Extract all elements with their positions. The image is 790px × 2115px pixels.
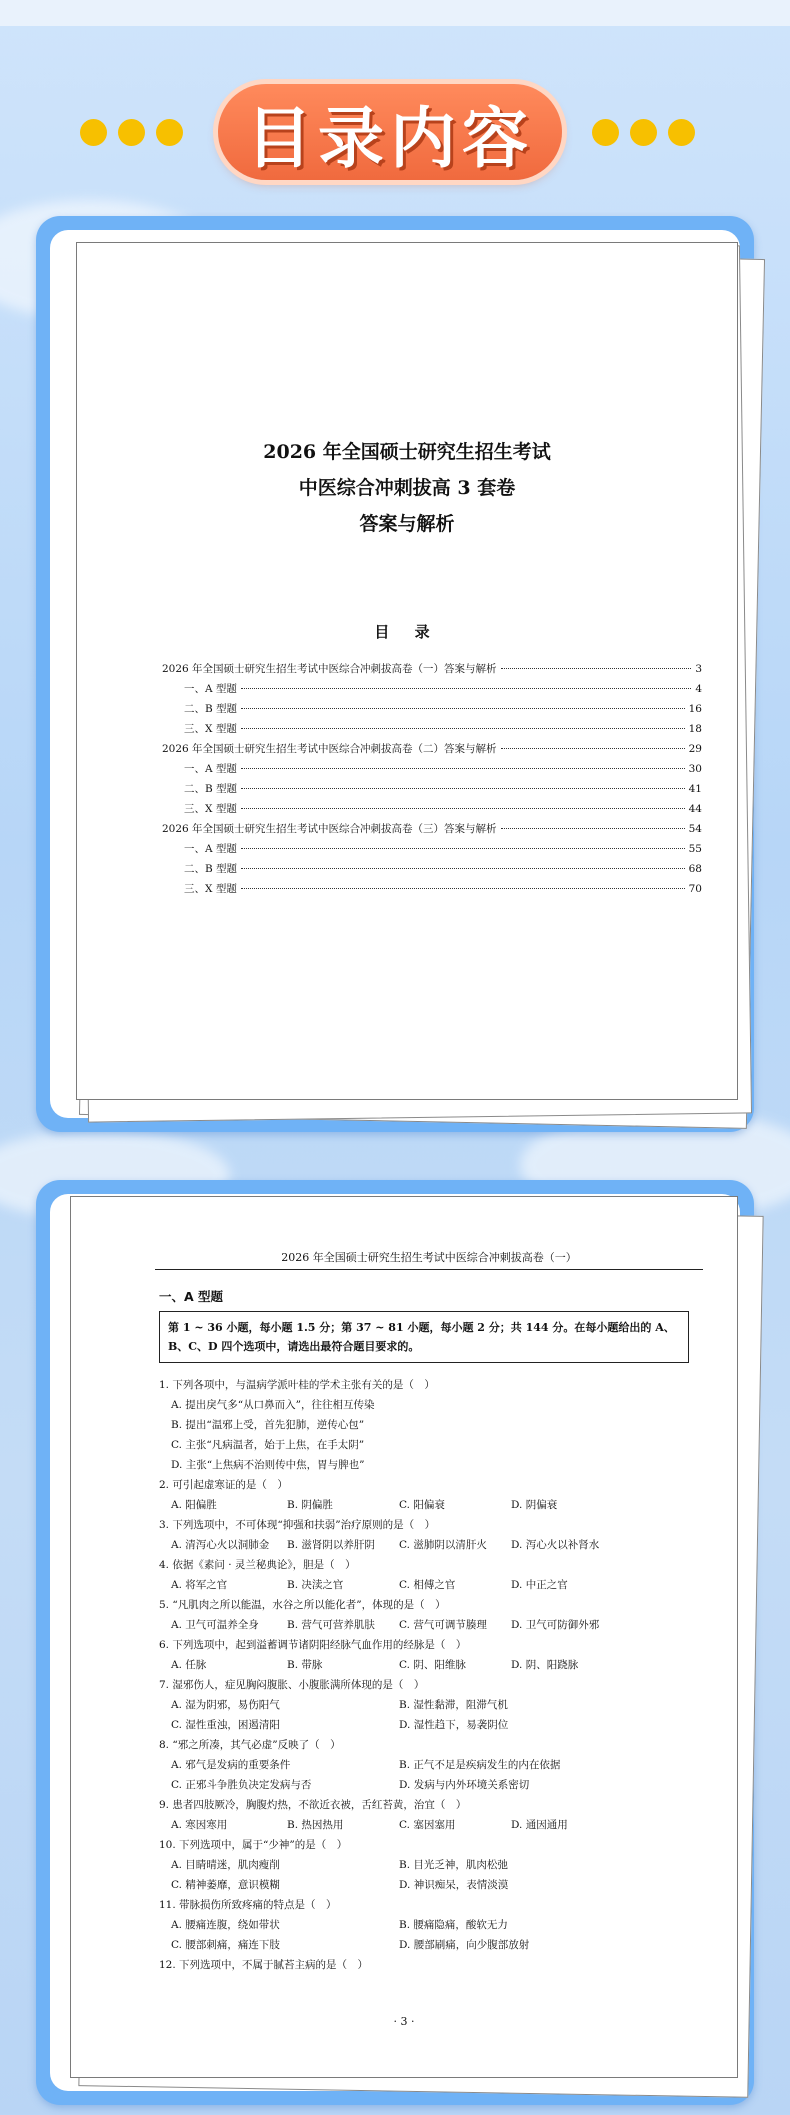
option: A. 提出戾气多“从口鼻而入”，往往相互传染 [171,1399,375,1411]
option: C. 腰部刺痛，痛连下肢 [171,1939,280,1951]
question-list [159,1375,699,1975]
option: D. 通因通用 [511,1819,568,1831]
option-row [159,1695,699,1715]
option: B. 提出“温邪上受，首先犯肺，逆传心包” [171,1419,365,1431]
question: 10. 下列选项中，属于“少神”的是（ ） [159,1839,348,1851]
toc-entry[interactable]: 三、X 型题 44 [184,803,702,815]
toc-entry[interactable]: 二、B 型题 16 [184,703,702,715]
option-row [159,1655,699,1675]
option: C. 塞因塞用 [399,1819,456,1831]
option-row [159,1575,699,1595]
top-strip [0,0,790,26]
option: A. 卫气可温养全身 [171,1619,259,1631]
exam-page [70,1196,738,2078]
option-row [159,1855,699,1875]
option: C. 阴、阳维脉 [399,1659,466,1671]
option: B. 滋肾阴以养肝阴 [287,1539,375,1551]
toc-entry[interactable]: 三、X 型题 18 [184,723,702,735]
toc-title-line-2: 中医综合冲刺拔高 3 套卷 [298,477,516,499]
question: 8. “邪之所凑，其气必虚”反映了（ ） [159,1739,341,1751]
option: B. 带脉 [287,1659,323,1671]
toc-entry[interactable]: 一、A 型题 4 [184,683,702,695]
question: 2. 可引起虚寒证的是（ ） [159,1479,288,1491]
option: A. 寒因寒用 [171,1819,228,1831]
banner-title: 目录内容 [246,99,534,177]
option-row [159,1775,699,1795]
option-row [159,1935,699,1955]
option: D. 中正之官 [511,1579,568,1591]
question: 5. “凡肌肉之所以能温，水谷之所以能化者”，体现的是（ ） [159,1599,446,1611]
option-row [159,1535,699,1555]
option: C. 相傅之官 [399,1579,456,1591]
option: D. 湿性趋下，易袭阴位 [399,1719,509,1731]
option: D. 发病与内外环境关系密切 [399,1779,530,1791]
toc-entry[interactable]: 一、A 型题 55 [184,843,702,855]
option: C. 正邪斗争胜负决定发病与否 [171,1779,312,1791]
exam-card [36,1180,754,2105]
option: D. 阴偏衰 [511,1499,558,1511]
option: B. 湿性黏滞，阻滞气机 [399,1699,508,1711]
option: A. 腰痛连腹，绕如带状 [171,1919,280,1931]
option: B. 热因热用 [287,1819,344,1831]
toc-entry[interactable]: 2026 年全国硕士研究生招生考试中医综合冲刺拔高卷（一）答案与解析 3 [162,663,702,675]
option: B. 营气可营养肌肤 [287,1619,375,1631]
question: 6. 下列选项中，起到溢蓄调节诸阴阳经脉气血作用的经脉是（ ） [159,1639,467,1651]
toc-card [36,216,754,1132]
option-row [159,1755,699,1775]
option-row [159,1815,699,1835]
option: A. 目睛晴迷，肌肉瘦削 [171,1859,280,1871]
instructions-box: 第 1 ~ 36 小题，每小题 1.5 分；第 37 ~ 81 小题，每小题 2 分；共 144 分。在每小题给出的 A、B、C、D 四个选项中，请选出最符合题目要求的。 [159,1311,689,1363]
option: B. 决渎之官 [287,1579,344,1591]
option-row [159,1615,699,1635]
option: A. 任脉 [171,1659,207,1671]
option: A. 邪气是发病的重要条件 [171,1759,291,1771]
question: 1. 下列各项中，与温病学派叶桂的学术主张有关的是（ ） [159,1379,435,1391]
option: B. 正气不足是疾病发生的内在依据 [399,1759,561,1771]
option-row [159,1875,699,1895]
option: C. 湿性重浊，困遏清阳 [171,1719,280,1731]
option-row [159,1715,699,1735]
option: A. 湿为阴邪，易伤阳气 [171,1699,280,1711]
option: A. 清泻心火以洞肺金 [171,1539,270,1551]
page-number: · 3 · [393,2015,415,2028]
option: B. 腰痛隐痛，酸软无力 [399,1919,508,1931]
question: 9. 患者四肢厥冷，胸腹灼热，不欲近衣被，舌红苔黄，治宜（ ） [159,1799,467,1811]
option-row [159,1495,699,1515]
option-row [159,1915,699,1935]
question: 7. 湿邪伤人，症见胸闷腹胀、小腹胀满所体现的是（ ） [159,1679,425,1691]
option: C. 主张“凡病温者，始于上焦，在手太阴” [171,1439,365,1451]
toc-title-line-1: 2026 年全国硕士研究生招生考试 [263,441,551,463]
toc-title-line-3: 答案与解析 [359,513,455,535]
question: 12. 下列选项中，不属于腻苔主病的是（ ） [159,1959,369,1971]
option: A. 将军之官 [171,1579,228,1591]
option: D. 神识痴呆，表情淡漠 [399,1879,509,1891]
question: 11. 带脉损伤所致疼痛的特点是（ ） [159,1899,337,1911]
option: D. 泻心火以补肾水 [511,1539,600,1551]
question: 4. 依据《素问 · 灵兰秘典论》，胆是（ ） [159,1559,356,1571]
option: D. 卫气可防御外邪 [511,1619,600,1631]
dots-right [592,119,695,146]
option: C. 滋肺阴以清肝火 [399,1539,487,1551]
toc-entry[interactable]: 2026 年全国硕士研究生招生考试中医综合冲刺拔高卷（三）答案与解析 54 [162,823,702,835]
option: D. 腰部刷痛，向少腹部放射 [399,1939,530,1951]
banner [218,84,562,180]
toc-entry[interactable]: 二、B 型题 68 [184,863,702,875]
toc-heading: 目 录 [374,623,440,641]
option: C. 营气可调节腠理 [399,1619,487,1631]
option: C. 精神萎靡，意识模糊 [171,1879,280,1891]
toc-entry[interactable]: 一、A 型题 30 [184,763,702,775]
running-header: 2026 年全国硕士研究生招生考试中医综合冲刺拔高卷（一） [155,1249,703,1270]
toc-page [76,242,738,1100]
dots-left [80,119,183,146]
toc-entry[interactable]: 2026 年全国硕士研究生招生考试中医综合冲刺拔高卷（二）答案与解析 29 [162,743,702,755]
option: C. 阳偏衰 [399,1499,445,1511]
toc-entry[interactable]: 二、B 型题 41 [184,783,702,795]
option: B. 目光乏神，肌肉松弛 [399,1859,508,1871]
option: D. 阴、阳跷脉 [511,1659,579,1671]
option: B. 阴偏胜 [287,1499,333,1511]
toc-list [162,661,702,901]
question: 3. 下列选项中，不可体现“抑强和扶弱”治疗原则的是（ ） [159,1519,436,1531]
option: A. 阳偏胜 [171,1499,217,1511]
option: D. 主张“上焦病不治则传中焦，胃与脾也” [171,1459,365,1471]
section-title: 一、A 型题 [159,1289,224,1304]
toc-entry[interactable]: 三、X 型题 70 [184,883,702,895]
